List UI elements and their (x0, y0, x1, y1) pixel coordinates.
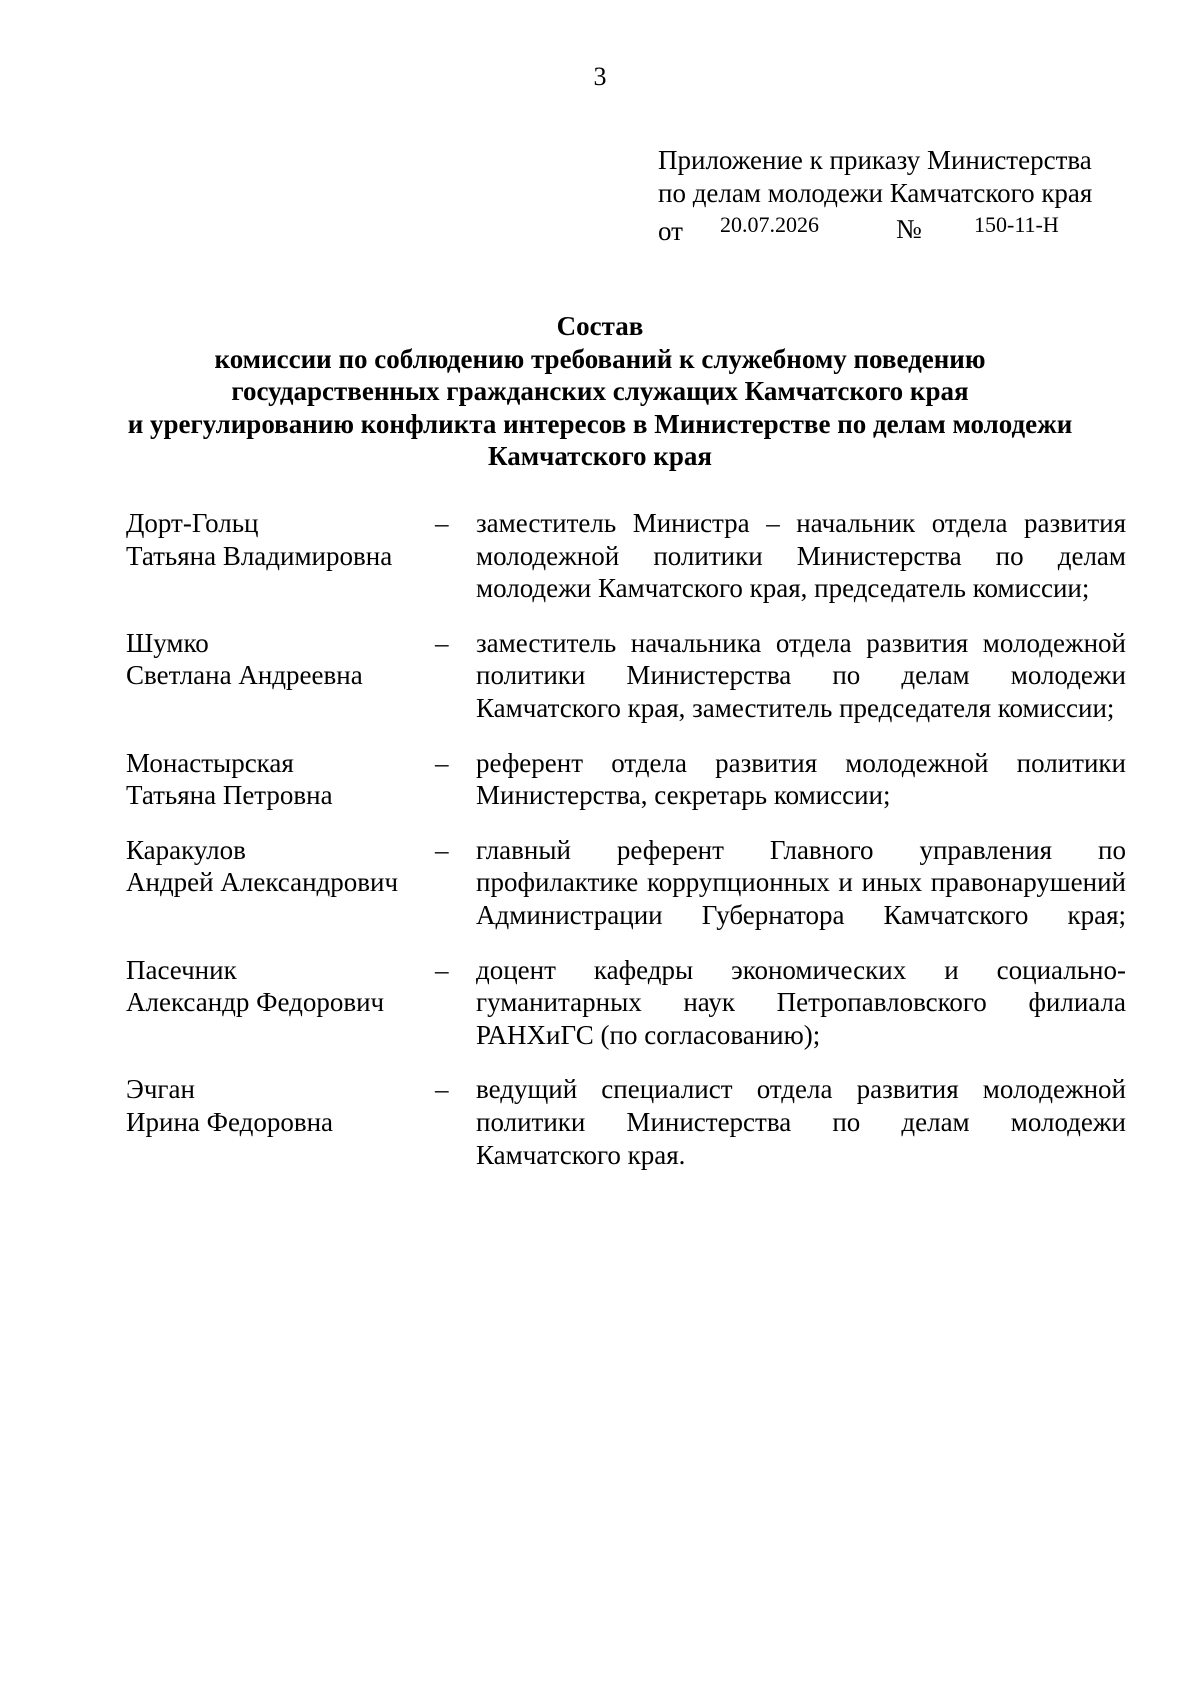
member-surname: Пасечник (126, 954, 237, 985)
appendix-header (658, 144, 1128, 244)
member-surname: Монастырская (126, 747, 294, 778)
appendix-line-1: Приложение к приказу Министерства (658, 145, 1092, 175)
member-entry (126, 627, 1126, 725)
member-description: референт отдела развития молодежной политики Министерства, секретарь комиссии; (476, 747, 1126, 811)
member-given-names: Ирина Федоровна (126, 1106, 334, 1137)
member-name (126, 954, 426, 1019)
dash-separator: – (435, 747, 449, 778)
number-sign: № (896, 214, 922, 244)
appendix-date-line (658, 210, 1128, 244)
title-line-5: Камчатского края (488, 441, 712, 471)
member-entry (126, 834, 1126, 932)
member-surname: Дорт-Гольц (126, 508, 259, 538)
member-description: заместитель Министра – начальник отдела развития молодежной политики Министерства по делам молодежи Камчатского края, председатель комиссии; (476, 508, 1126, 604)
member-name (126, 627, 426, 692)
member-surname: Эчган (126, 1074, 195, 1105)
member-surname: Каракулов (126, 834, 246, 865)
member-name (126, 747, 426, 812)
title-line-1: Состав (556, 311, 644, 341)
dash-separator: – (435, 834, 449, 865)
member-surname: Шумко (126, 627, 209, 658)
title-line-2: комиссии по соблюдению требований к служебному поведению (214, 343, 986, 374)
member-entry (126, 507, 1126, 605)
member-given-names: Татьяна Петровна (126, 780, 333, 811)
member-description: доцент кафедры экономических и социально-гуманитарных наук Петропавловского филиала РАНХиГС (по согласованию); (476, 954, 1126, 1050)
dash-separator: – (435, 1074, 449, 1105)
member-given-names: Андрей Александрович (126, 867, 399, 898)
title-line-3: государственных гражданских служащих Камчатского края (231, 376, 969, 406)
order-date: 20.07.2026 (720, 212, 819, 237)
commission-members-list (126, 507, 1126, 1171)
member-name (126, 834, 426, 899)
dash-separator: – (435, 954, 449, 985)
appendix-line-2: по делам молодежи Камчатского края (658, 178, 1093, 208)
member-name (126, 507, 426, 572)
from-label: от (658, 216, 683, 246)
member-description: ведущий специалист отдела развития молодежной политики Министерства по делам молодежи Камчатского края. (476, 1074, 1126, 1170)
member-entry (126, 747, 1126, 812)
page-number: 3 (593, 62, 607, 91)
member-entry (126, 954, 1126, 1052)
member-description: главный референт Главного управления по профилактике коррупционных и иных правонарушений Администрации Губернатора Камчатского края; (476, 834, 1126, 930)
dash-separator: – (435, 508, 449, 538)
member-given-names: Светлана Андреевна (126, 660, 363, 691)
dash-separator: – (435, 627, 449, 658)
member-name (126, 1073, 426, 1138)
order-number: 150-11-Н (974, 212, 1059, 237)
member-entry (126, 1073, 1126, 1171)
title-line-4: и урегулированию конфликта интересов в Министерстве по делам молодежи (127, 408, 1073, 439)
member-description: заместитель начальника отдела развития молодежной политики Министерства по делам молодежи Камчатского края, заместитель председателя комиссии; (476, 627, 1126, 723)
member-given-names: Татьяна Владимировна (126, 540, 393, 571)
member-given-names: Александр Федорович (126, 987, 385, 1018)
document-title (0, 310, 1200, 473)
